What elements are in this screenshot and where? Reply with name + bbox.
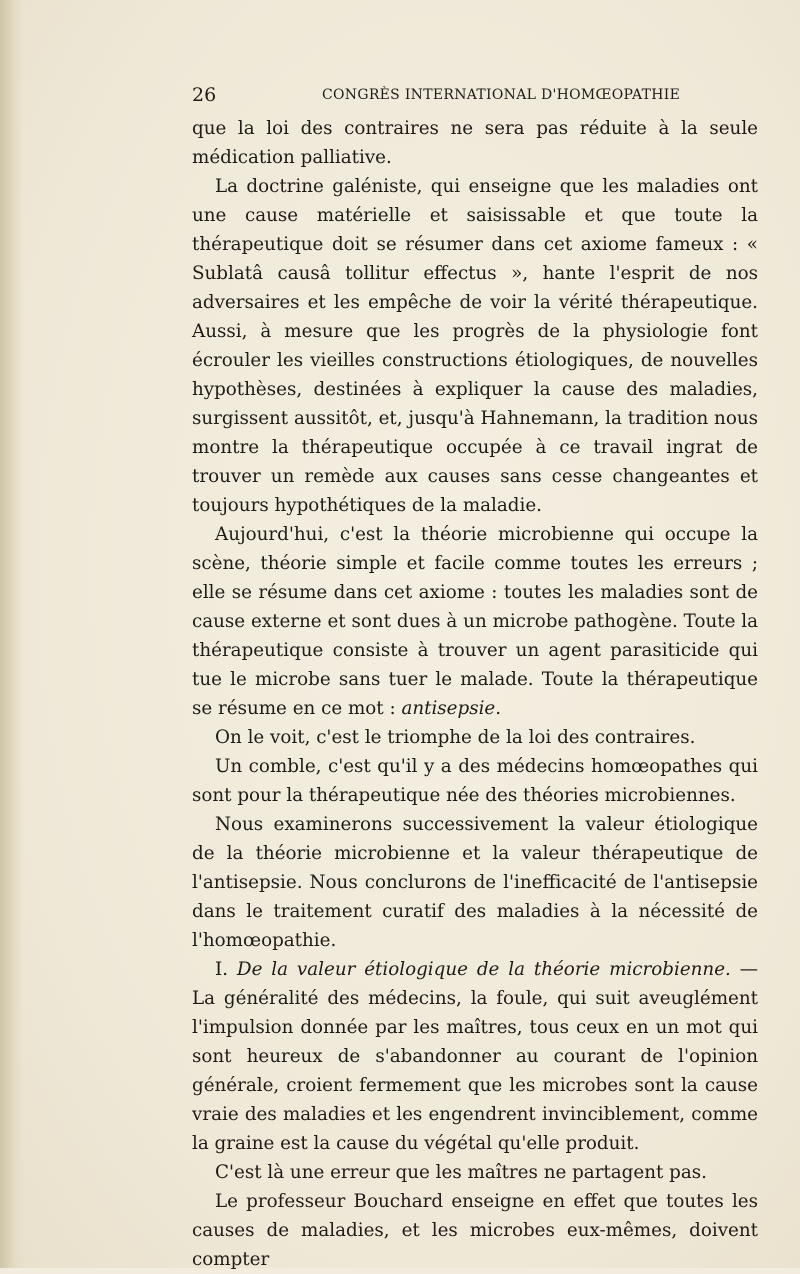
- page-number: 26: [192, 84, 217, 106]
- paragraph-3: [192, 520, 758, 723]
- paragraph-1: que la loi des contraires ne sera pas réduite à la seule médication palliative.: [192, 118, 758, 168]
- paragraph-6: Nous examinerons successivement la valeur étiologique de la théorie microbienne et la valeur thérapeutique de l'antisepsie. Nous conclurons de l'inefficacité de l'antisepsie dans le traitement curatif des maladies à la nécessité de l'homœopathie.: [192, 814, 758, 951]
- body-text: [192, 114, 758, 1274]
- page-header: [192, 84, 758, 108]
- paragraph-7-text: — La généralité des médecins, la foule, qui suit aveuglément l'impulsion donnée par les maîtres, tous ceux en un mot qui sont heureux de s'abandonner au courant de l'opinion générale, croient fermement que les microbes sont la cause vraie des maladies et les engendrent invinciblement, comme la graine est la cause du végétal qu'elle produit.: [192, 959, 758, 1154]
- section-heading: De la valeur étiologique de la théorie microbienne.: [236, 959, 731, 980]
- paragraph-3-emphasis: antisepsie.: [401, 698, 502, 719]
- paragraph-3-text: Aujourd'hui, c'est la théorie microbienne qui occupe la scène, théorie simple et facile comme toutes les erreurs ; elle se résume dans cet axiome : toutes les maladies sont de cause externe et sont dues à un microbe pathogène. Toute la thérapeutique consiste à trouver un agent parasiticide qui tue le microbe sans tuer le malade. Toute la thérapeutique se résume en ce mot :: [192, 524, 758, 719]
- running-title: CONGRÈS INTERNATIONAL D'HOMŒOPATHIE: [322, 87, 681, 103]
- page-binding-edge: [0, 0, 24, 1268]
- paragraph-2: La doctrine galéniste, qui enseigne que les maladies ont une cause matérielle et saisissable et que toute la thérapeutique doit se résumer dans cet axiome fameux : « Sublatâ causâ tollitur effectus », hante l'esprit de nos adversaires et les empêche de voir la vérité thérapeutique. Aussi, à mesure que les progrès de la physiologie font écrouler les vieilles constructions étiologiques, de nouvelles hypothèses, destinées à expliquer la cause des maladies, surgissent aussitôt, et, jusqu'à Hahnemann, la tradition nous montre la thérapeutique occupée à ce travail ingrat de trouver un remède aux causes sans cesse changeantes et toujours hypothétiques de la maladie.: [192, 176, 758, 516]
- paragraph-8: C'est là une erreur que les maîtres ne partagent pas.: [215, 1162, 707, 1183]
- paragraph-5: Un comble, c'est qu'il y a des médecins homœopathes qui sont pour la thérapeutique née des théories microbiennes.: [192, 756, 758, 806]
- section-number: I.: [215, 959, 237, 980]
- paragraph-7: [192, 955, 758, 1158]
- paragraph-4: On le voit, c'est le triomphe de la loi des contraires.: [215, 727, 696, 748]
- paragraph-9: Le professeur Bouchard enseigne en effet que toutes les causes de maladies, et les microbes eux-mêmes, doivent compter: [192, 1191, 758, 1270]
